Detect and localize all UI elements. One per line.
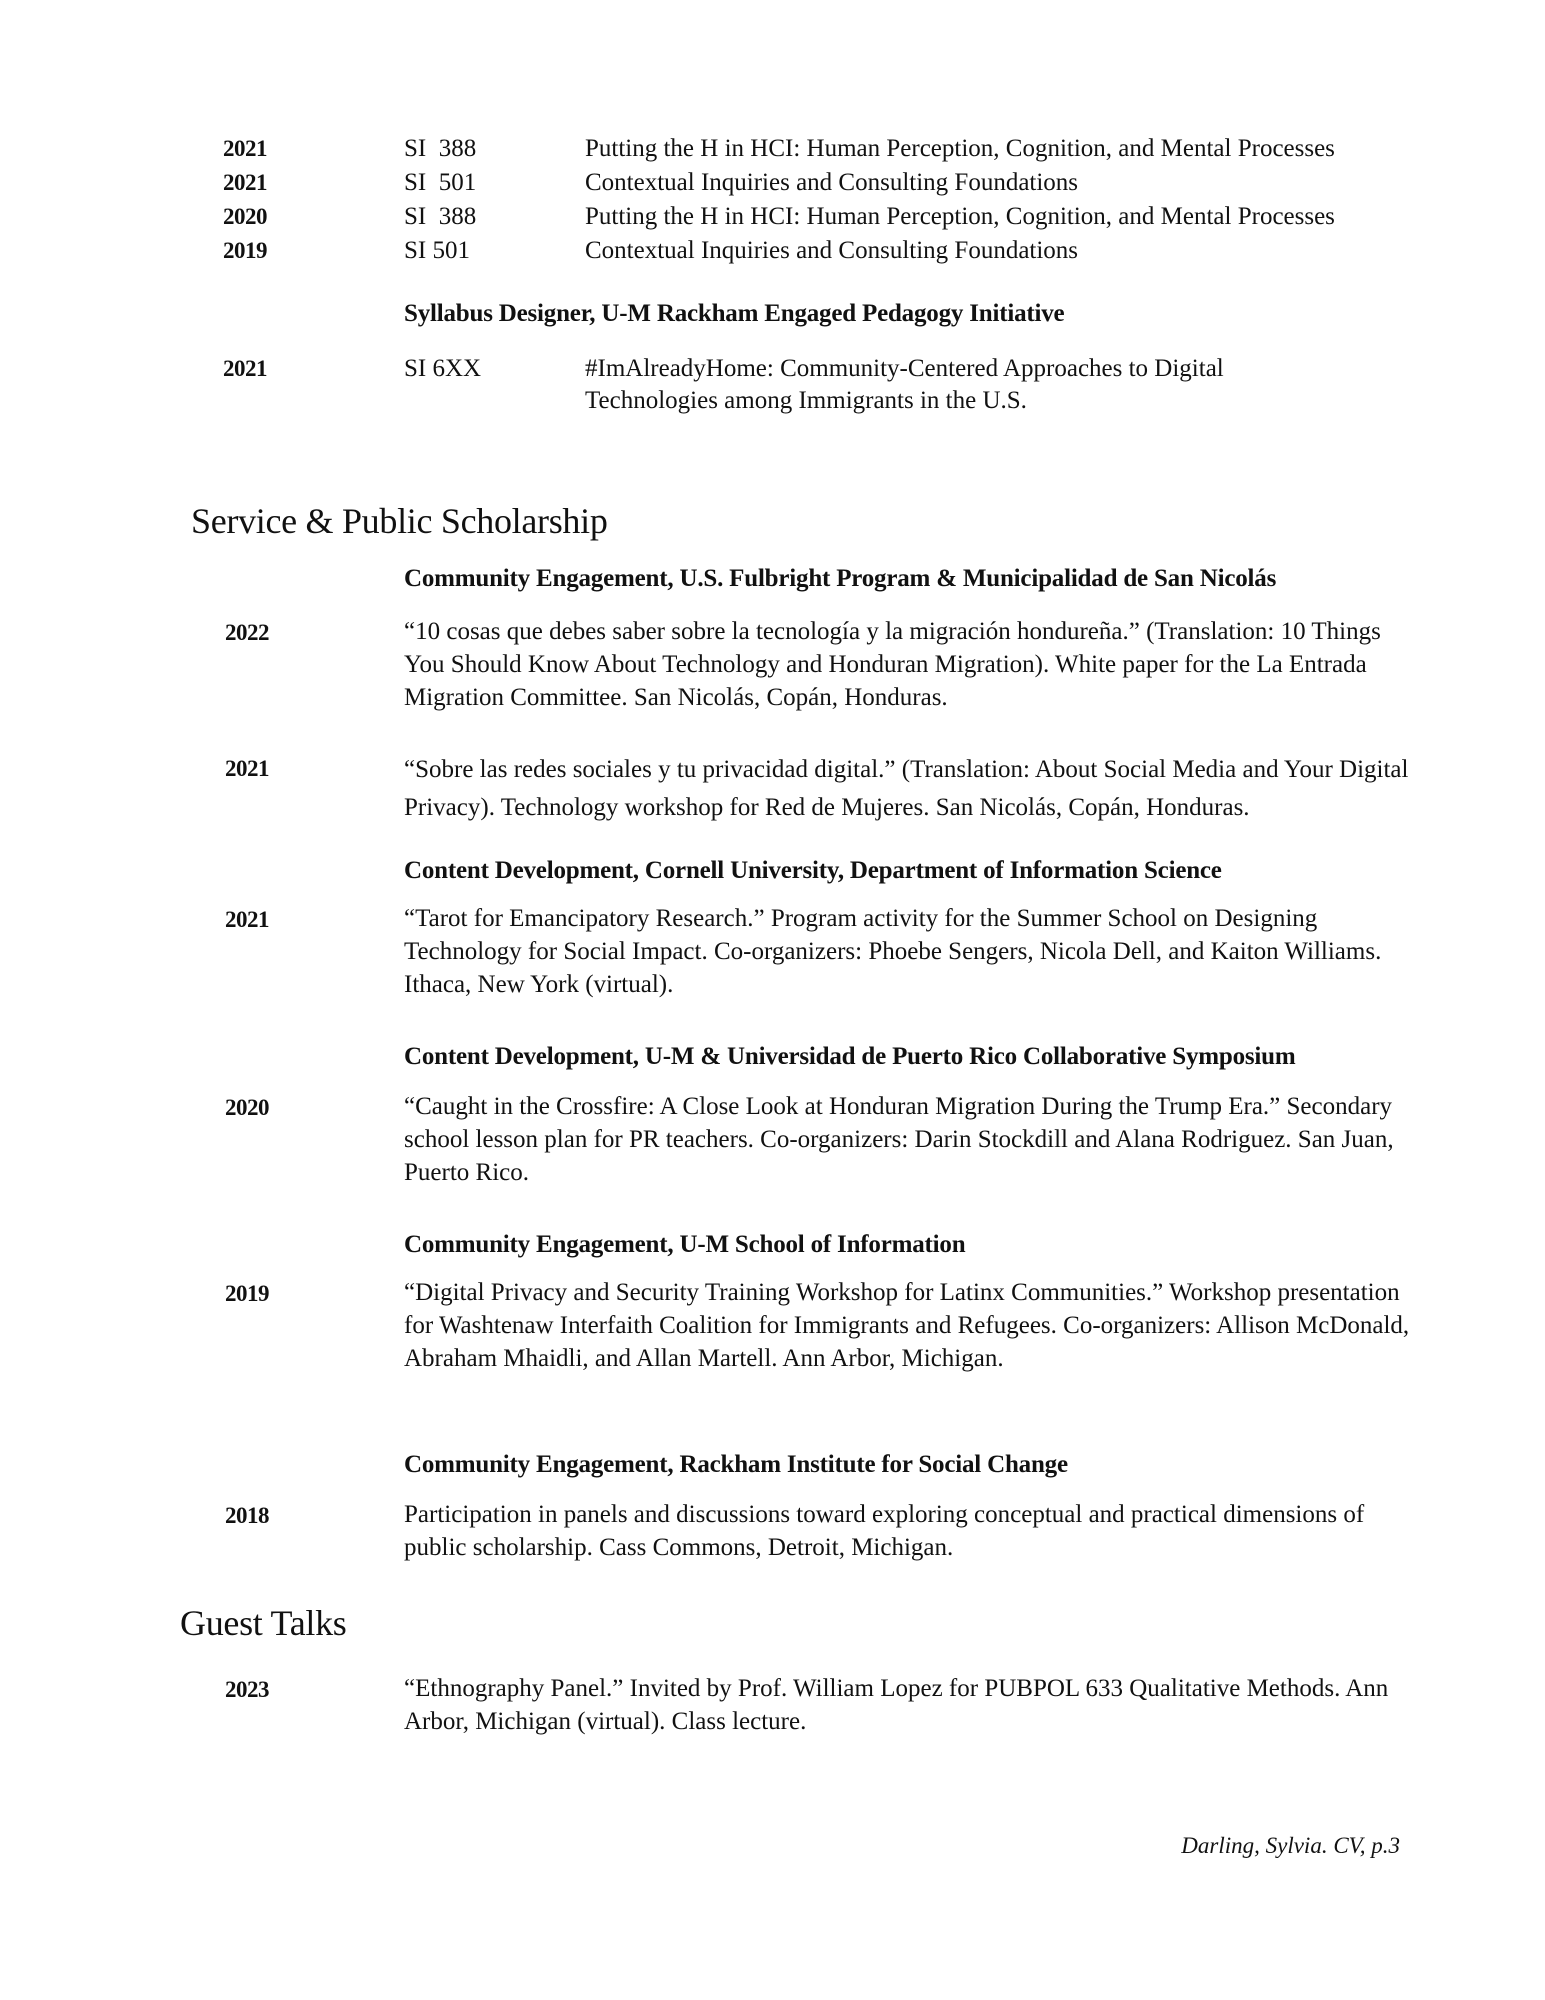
group-heading: Community Engagement, U.S. Fulbright Program & Municipalidad de San Nicolás bbox=[404, 565, 1277, 592]
course-title: Contextual Inquiries and Consulting Foundations bbox=[585, 169, 1079, 196]
section-title-service: Service & Public Scholarship bbox=[191, 501, 608, 541]
group-heading: Community Engagement, U-M School of Information bbox=[404, 1231, 966, 1258]
entry-year: 2018 bbox=[225, 1503, 269, 1528]
entry-text: “Ethnography Panel.” Invited by Prof. William Lopez for PUBPOL 633 Qualitative Methods. Ann Arbor, Michigan (virtual). Class lecture. bbox=[404, 1675, 1389, 1735]
entry-text: “Caught in the Crossfire: A Close Look at Honduran Migration During the Trump Era.” Secondary school lesson plan for PR teachers. Co-organizers: Darin Stockdill and Alana Rodriguez. San Juan, Puerto Rico. bbox=[404, 1093, 1394, 1186]
entry-year: 2019 bbox=[225, 1281, 269, 1306]
entry-text: “Tarot for Emancipatory Research.” Program activity for the Summer School on Designing Technology for Social Impact. Co-organizers: Phoebe Sengers, Nicola Dell, and Kaiton Williams. Ithaca, New York (virtual). bbox=[404, 905, 1382, 998]
entry-text: “Digital Privacy and Security Training Workshop for Latinx Communities.” Workshop presentation for Washtenaw Interfaith Coalition for Immigrants and Refugees. Co-organizers: Allison McDonald, Abraham Mhaidli, and Allan Martell. Ann Arbor, Michigan. bbox=[404, 1279, 1410, 1372]
course-code: SI 501 bbox=[404, 169, 477, 196]
teaching-year: 2021 bbox=[223, 170, 267, 195]
course-title: Putting the H in HCI: Human Perception, Cognition, and Mental Processes bbox=[585, 135, 1335, 162]
teaching-year: 2021 bbox=[223, 136, 267, 161]
entry-year: 2021 bbox=[225, 907, 269, 932]
teaching-year: 2019 bbox=[223, 238, 267, 263]
entry-year: 2020 bbox=[225, 1095, 269, 1120]
syllabus-title-line2: Technologies among Immigrants in the U.S. bbox=[585, 387, 1027, 414]
entry-year: 2023 bbox=[225, 1677, 269, 1702]
teaching-year: 2020 bbox=[223, 204, 267, 229]
entry-text: Participation in panels and discussions toward exploring conceptual and practical dimensions of public scholarship. Cass Commons, Detroit, Michigan. bbox=[404, 1501, 1365, 1561]
course-title: Contextual Inquiries and Consulting Foundations bbox=[585, 237, 1079, 264]
group-heading: Content Development, U-M & Universidad de Puerto Rico Collaborative Symposium bbox=[404, 1043, 1296, 1070]
entry-year: 2021 bbox=[225, 756, 269, 781]
entry-text: “10 cosas que debes saber sobre la tecnología y la migración hondureña.” (Translation: 10 Things You Should Know About Technology and Honduran Migration). White paper for the La Entrada Migration Committee. San Nicolás, Copán, Honduras. bbox=[404, 618, 1381, 711]
syllabus-code: SI 6XX bbox=[404, 355, 482, 382]
page-footer: Darling, Sylvia. CV, p.3 bbox=[1181, 1833, 1400, 1858]
course-code: SI 388 bbox=[404, 203, 477, 230]
course-code: SI 501 bbox=[404, 237, 470, 264]
group-heading: Content Development, Cornell University, Department of Information Science bbox=[404, 857, 1222, 884]
course-title: Putting the H in HCI: Human Perception, Cognition, and Mental Processes bbox=[585, 203, 1335, 230]
syllabus-title-line1: #ImAlreadyHome: Community-Centered Approaches to Digital bbox=[585, 355, 1224, 382]
syllabus-year: 2021 bbox=[223, 356, 267, 381]
group-heading: Community Engagement, Rackham Institute for Social Change bbox=[404, 1451, 1068, 1478]
syllabus-heading: Syllabus Designer, U-M Rackham Engaged Pedagogy Initiative bbox=[404, 300, 1065, 327]
course-code: SI 388 bbox=[404, 135, 477, 162]
entry-year: 2022 bbox=[225, 620, 269, 645]
entry-text: “Sobre las redes sociales y tu privacidad digital.” (Translation: About Social Media and Your Digital Privacy). Technology workshop for Red de Mujeres. San Nicolás, Copán, Honduras. bbox=[404, 756, 1409, 821]
section-title-guest-talks: Guest Talks bbox=[180, 1603, 347, 1643]
